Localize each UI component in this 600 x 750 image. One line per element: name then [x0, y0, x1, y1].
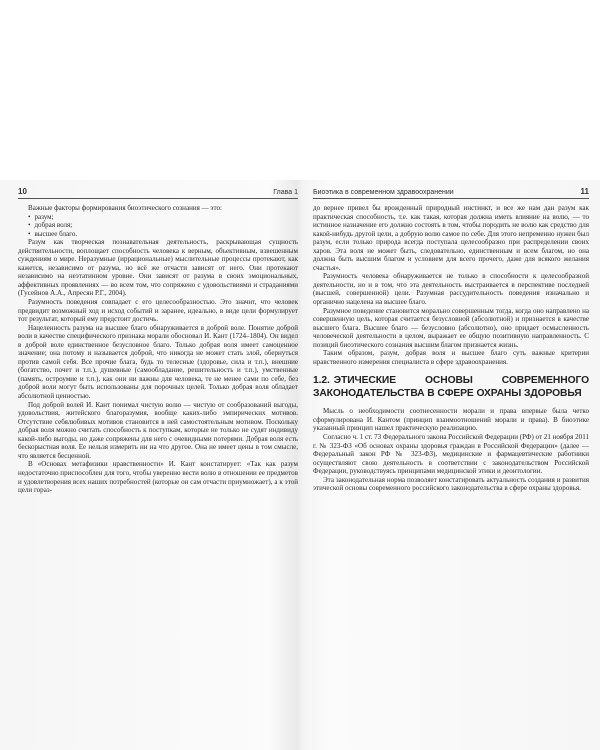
factor-list [18, 213, 298, 239]
section-number: 1.2. [313, 375, 330, 387]
section-title: ЭТИЧЕСКИЕ ОСНОВЫ СОВРЕМЕННОГО ЗАКОНОДАТЕЛЬСТВА В СФЕРЕ ОХРАНЫ ЗДОРОВЬЯ [313, 375, 589, 399]
left-page-number: 10 [18, 187, 27, 196]
left-running-head [18, 182, 298, 199]
left-paragraph: Нацеленность разума на высшее благо обнаруживается в доброй воле. Понятие доброй воли в качестве специфического признака морали обосновал И. Кант (1724–1804). Он видел в доброй воле единственное безусловное благо. Только добрая воля имеет самоценное значение; она потому и называется доброй, что никогда не может стать злой, обернуться против самой себя. Все прочие блага, будь то телесные (здоровье, сила и т.п.), внешние (богатство, почет и т.п.), душевные (самообладание, решительность и т.п.), умственные (память, остроумие и т.п.), как они ни важны для человека, те не менее сами по себе, без доброй воли могут быть использованы для порочных целей. Только добрая воля обладает абсолютной ценностью. [18, 323, 298, 401]
factor-item-good-will: • добрая воля; [28, 221, 298, 230]
right-running-head [313, 182, 589, 199]
right-paragraph: Разумное поведение становится морально совершенным тогда, когда оно направлено на совершенную цель, которая считается безусловной (абсолютной) и признается в качестве высшего блага. Высшее благо — безусловно (абсолютно), оно придает осмысленность человеческой деятельности в целом, выражает ее общую позитивную направленность. С позиций биоэтического сознания высшим благом признается жизнь. [313, 306, 589, 349]
right-paragraph: Таким образом, разум, добрая воля и высшее благо суть важные критерии нравственного измерения специалиста в сфере здравоохранения. [313, 349, 589, 366]
blank-top-area [0, 0, 600, 180]
right-paragraph: Мысль о необходимости соотнесенности морали и права впервые была четко сформулирована И. Кантом (принцип взаимоотношений морали и права). В биоэтике указанный принцип нашел практическую реализацию. [313, 407, 589, 433]
left-body-text [18, 204, 298, 495]
right-running-title: Биоэтика в современном здравоохранении [313, 189, 454, 196]
right-paragraph: до вернее привел бы врожденный природный инстинкт, и все же нам дан разум как практическая способность, т.е. как такая, которая должна иметь влияние на волю, — то истинное назначение его должно состоять в том, чтобы породить не волю как средство для какой-нибудь другой цели, а добрую волю самое по себе. Для этого непременно нужен был разум, если только природа всегда поступала целесообразно при распределении своих харов. Эта воля не может быть, следовательно, единственным и всем благом, но она должна быть высшим благом и условием для всего прочего, даже для всякого желания счастья». [313, 204, 589, 272]
left-intro: Важные факторы формирования биоэтического сознания — это: [28, 204, 222, 212]
factor-item-highest-good: • высшее благо. [28, 230, 298, 239]
left-paragraph: В «Основах метафизики нравственности» И. Кант констатирует: «Так как разум недостаточно приспособлен для того, чтобы уверенно вести волю в отношении ее предметов и удовлетворения всех наших потребностей (которые он сам отчасти приумножает), а к этой цели гораз- [18, 460, 298, 495]
left-running-title: Глава 1 [273, 189, 298, 196]
right-page [313, 182, 589, 750]
factor-item-reason: • разум; [28, 213, 298, 222]
right-body-text [313, 204, 589, 493]
right-paragraph: Разумность человека обнаруживается не только в способности к целесообразной деятельности, но и в том, что эта деятельность выстраивается в перспективе последней (высшей, совершенной) цели. Разумная рассудительность поведения изначально и органично нацелена на высшее благо. [313, 272, 589, 307]
right-paragraph: Согласно ч. 1 ст. 73 Федерального закона Российской Федерации (РФ) от 21 ноября 2011 г. № 323-ФЗ «Об основах охраны здоровья граждан в Российской Федерации» (далее — Федеральный закон РФ № 323-ФЗ), медицинские и фармацевтические работники осуществляют свою деятельность в соответствии с законодательством Российской Федерации, руководствуясь принципами медицинской этики и деонтологии. [313, 433, 589, 476]
section-heading [313, 375, 589, 400]
left-paragraph: Под доброй волей И. Кант понимал чистую волю — чистую от сообразований выгоды, удовольствия, житейского благоразумия, вообще каких-либо эмпирических мотивов. Отсутствие себялюбивых мотивов становится в ней самостоятельным мотивом. Поскольку добрая воля можно считать способность к поступкам, которые не только не судят индивиду какой-либо выгоды, но даже сопряжены для него с очевидными потерями. Добрая воля есть бескорыстная воля. Ее нельзя измерить ни на что другое. Она не имеет цены в том смысле, что является бесценной. [18, 400, 298, 460]
right-paragraph: Эта законодательная норма позволяет констатировать актуальность создания и развития этической основы современного российского законодательства в сфере охраны здоровья. [313, 475, 589, 493]
left-paragraph: Разумность поведения совпадает с его целесообразностью. Это значит, что человек предвидит возможный ход и исход событий и заранее, идеально, в виде цели формулирует тот результат, который ему предстоит достичь. [18, 298, 298, 324]
left-page [18, 182, 298, 750]
right-page-number: 11 [580, 187, 589, 196]
left-paragraph: Разум как творческая познавательная деятельность, раскрывающая сущность действительности, воплощает способность человека к верным, объективным, взвешенным суждениям о мире. Неразумные (иррациональные) мыслительные процессы протекают, как кажется, независимо от разума, но всё же отчасти зависят от него. Они протекают независимо на неэтатинном уровне. Они зависят от разума в своих эмоциональных, аффективных проявлениях — во всем том, что сопряжено с удовольствиями и страданиями (Гусейнов А.А., Апресян Р.Г., 2004). [18, 238, 298, 298]
